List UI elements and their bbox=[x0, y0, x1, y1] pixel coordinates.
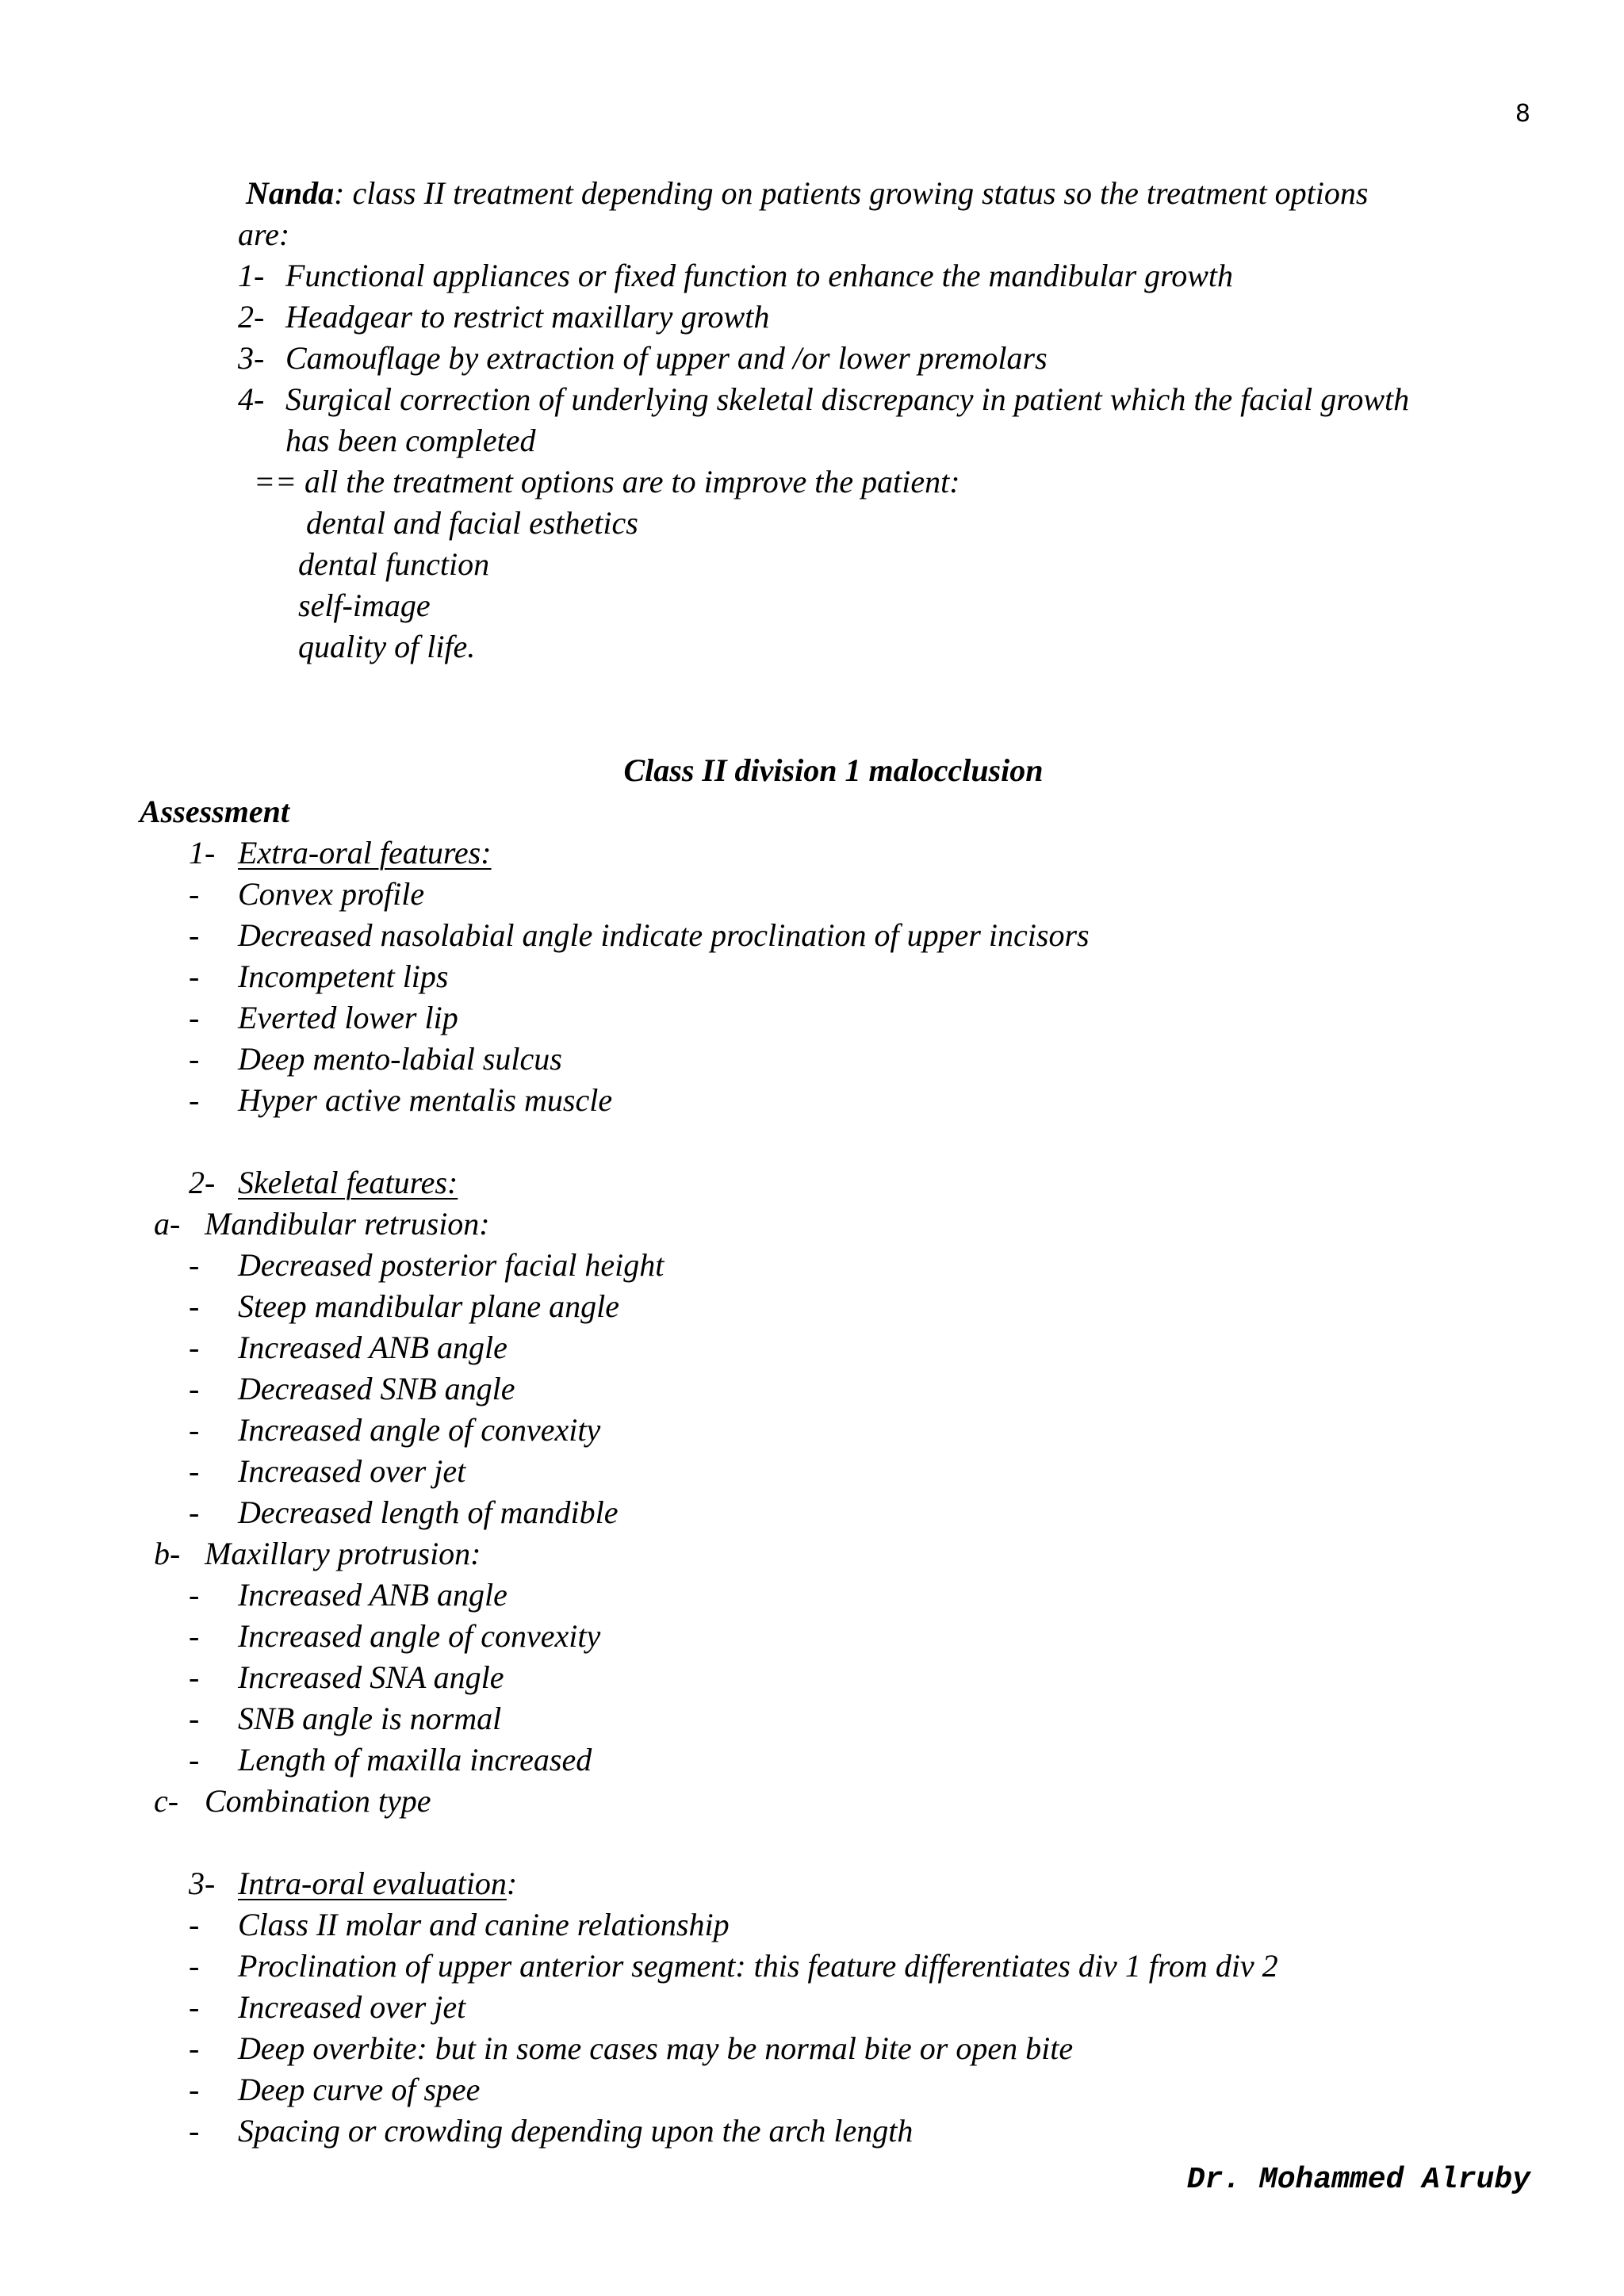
option-3-text: Camouflage by extraction of upper and /or lower premolars bbox=[285, 340, 1048, 376]
page-number: 8 bbox=[1515, 100, 1530, 128]
option-4-num: 4- bbox=[238, 381, 265, 417]
option-1-text: Functional appliances or fixed function to enhance the mandibular growth bbox=[285, 258, 1234, 293]
bullet-dash: - bbox=[189, 1948, 200, 1984]
option-4-text-cont: has been completed bbox=[285, 423, 536, 458]
bullet-dash: - bbox=[189, 2113, 200, 2149]
intra-oral-item: Spacing or crowding depending upon the arch length bbox=[238, 2113, 914, 2149]
bullet-dash: - bbox=[189, 917, 200, 953]
bullet-dash: - bbox=[189, 876, 200, 912]
sub-b-item: SNB angle is normal bbox=[238, 1701, 502, 1736]
footer-author: Dr. Mohammed Alruby bbox=[1186, 2163, 1530, 2197]
bullet-dash: - bbox=[189, 1701, 200, 1736]
sub-b-item: Length of maxilla increased bbox=[238, 1742, 592, 1777]
extra-oral-item: Convex profile bbox=[238, 876, 425, 912]
extra-oral-num: 1- bbox=[189, 835, 216, 871]
sub-a-item: Decreased length of mandible bbox=[238, 1494, 619, 1530]
bullet-dash: - bbox=[189, 1577, 200, 1613]
goal-item: quality of life. bbox=[298, 629, 476, 664]
sub-c-title: Combination type bbox=[205, 1783, 431, 1819]
sub-a-item: Decreased SNB angle bbox=[238, 1371, 515, 1406]
intra-oral-item: Increased over jet bbox=[238, 1989, 466, 2025]
bullet-dash: - bbox=[189, 1742, 200, 1777]
bullet-dash: - bbox=[189, 959, 200, 994]
intro-text-1: : class II treatment depending on patients growing status so the treatment options bbox=[334, 175, 1369, 211]
sub-a-title: Mandibular retrusion: bbox=[205, 1206, 490, 1242]
option-2-num: 2- bbox=[238, 299, 265, 335]
bullet-dash: - bbox=[189, 1989, 200, 2025]
sub-a-item: Increased ANB angle bbox=[238, 1330, 508, 1365]
intra-oral-item: Class II molar and canine relationship bbox=[238, 1907, 730, 1942]
bullet-dash: - bbox=[189, 1247, 200, 1283]
intro-author: Nanda bbox=[246, 175, 335, 211]
skeletal-title: Skeletal features: bbox=[238, 1165, 458, 1200]
sub-b-item: Increased ANB angle bbox=[238, 1577, 508, 1613]
sub-c-letter: c- bbox=[154, 1783, 179, 1819]
section-title: Class II division 1 malocclusion bbox=[623, 752, 1044, 788]
extra-oral-item: Deep mento-labial sulcus bbox=[238, 1041, 562, 1077]
bullet-dash: - bbox=[189, 1371, 200, 1406]
bullet-dash: - bbox=[189, 1907, 200, 1942]
sub-a-item: Increased angle of convexity bbox=[238, 1412, 601, 1448]
bullet-dash: - bbox=[189, 1494, 200, 1530]
goal-item: dental and facial esthetics bbox=[306, 505, 638, 541]
intra-oral-item: Deep curve of spee bbox=[238, 2072, 481, 2107]
sub-a-letter: a- bbox=[154, 1206, 181, 1242]
goal-item: self-image bbox=[298, 587, 431, 623]
bullet-dash: - bbox=[189, 1041, 200, 1077]
extra-oral-item: Everted lower lip bbox=[238, 1000, 458, 1035]
skeletal-num: 2- bbox=[189, 1165, 216, 1200]
bullet-dash: - bbox=[189, 1618, 200, 1654]
assessment-heading: Assessment bbox=[140, 794, 289, 829]
bullet-dash: - bbox=[189, 1000, 200, 1035]
intra-oral-title: Intra-oral evaluation bbox=[238, 1866, 507, 1901]
intra-oral-item: Deep overbite: but in some cases may be normal bite or open bite bbox=[238, 2030, 1074, 2066]
option-3-num: 3- bbox=[238, 340, 265, 376]
sub-a-item: Steep mandibular plane angle bbox=[238, 1288, 620, 1324]
option-2-text: Headgear to restrict maxillary growth bbox=[285, 299, 770, 335]
intra-oral-num: 3- bbox=[189, 1866, 216, 1901]
sub-b-title: Maxillary protrusion: bbox=[205, 1536, 481, 1571]
bullet-dash: - bbox=[189, 1330, 200, 1365]
sub-a-item: Decreased posterior facial height bbox=[238, 1247, 665, 1283]
sub-b-letter: b- bbox=[154, 1536, 181, 1571]
bullet-dash: - bbox=[189, 1453, 200, 1489]
intra-oral-title-suffix: : bbox=[506, 1866, 518, 1901]
bullet-dash: - bbox=[189, 1082, 200, 1118]
bullet-dash: - bbox=[189, 1412, 200, 1448]
bullet-dash: - bbox=[189, 2030, 200, 2066]
bullet-dash: - bbox=[189, 2072, 200, 2107]
extra-oral-title: Extra-oral features: bbox=[238, 835, 492, 871]
intro-line-1 bbox=[246, 173, 1368, 214]
extra-oral-item: Incompetent lips bbox=[238, 959, 449, 994]
bullet-dash: - bbox=[189, 1288, 200, 1324]
intro-line-2: are: bbox=[238, 216, 290, 252]
intra-oral-heading bbox=[238, 1863, 517, 1904]
intra-oral-item: Proclination of upper anterior segment: this feature differentiates div 1 from div 2 bbox=[238, 1948, 1278, 1984]
option-1-num: 1- bbox=[238, 258, 265, 293]
bullet-dash: - bbox=[189, 1659, 200, 1695]
sub-a-item: Increased over jet bbox=[238, 1453, 466, 1489]
goals-intro: == all the treatment options are to improve the patient: bbox=[254, 464, 960, 499]
sub-b-item: Increased SNA angle bbox=[238, 1659, 504, 1695]
extra-oral-item: Hyper active mentalis muscle bbox=[238, 1082, 613, 1118]
option-4-text: Surgical correction of underlying skeletal discrepancy in patient which the facial growth bbox=[285, 381, 1410, 417]
sub-b-item: Increased angle of convexity bbox=[238, 1618, 601, 1654]
extra-oral-item: Decreased nasolabial angle indicate proclination of upper incisors bbox=[238, 917, 1090, 953]
goal-item: dental function bbox=[298, 546, 490, 582]
